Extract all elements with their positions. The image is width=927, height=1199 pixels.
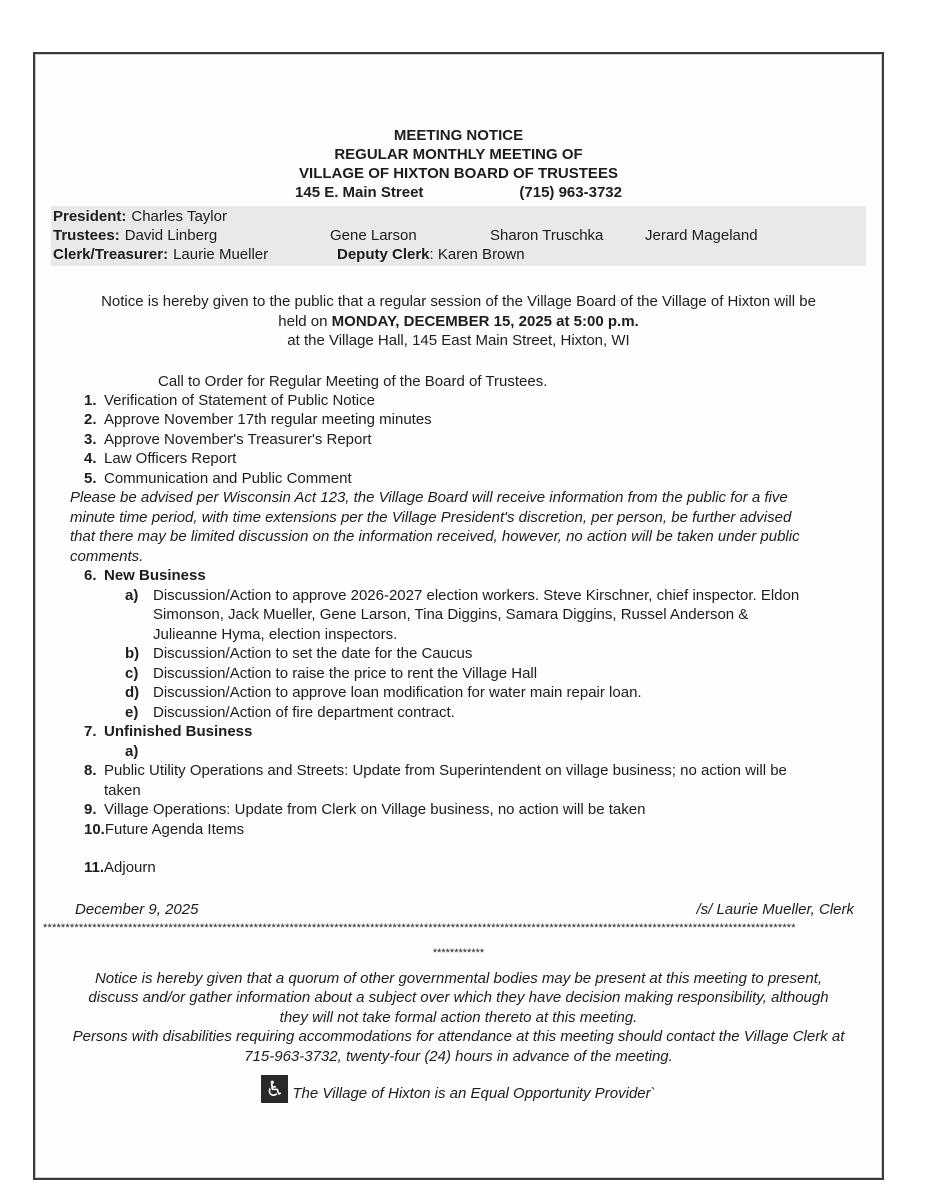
agenda-item-number: 7. [84,723,97,740]
agenda-item-text: Approve November's Treasurer's Report [104,430,372,448]
trustee-name-1: David Linberg [124,227,218,244]
agenda-item-number: 4. [84,450,97,467]
agenda-item-number: 11. [84,859,105,876]
agenda-item-number: 8. [84,762,97,779]
agenda-item-1 [84,391,866,411]
agenda-item-9 [84,800,866,820]
notice-line-1: Notice is hereby given to the public that a regular session of the Village Board of the Village of Hixton will be [101,293,816,310]
trustees-col1 [53,226,330,245]
agenda-item-number: 5. [84,469,97,487]
deputy-clerk-label: Deputy Clerk [337,246,430,263]
agenda-item-text: Public Utility Operations and Streets: Update from Superintendent on village business; no action will be taken [104,762,787,799]
street-address: 145 E. Main Street [295,184,424,201]
asterisk-divider-line: ************************************************************************************************************************************************************************ [43,921,796,934]
sub-item-letter: d) [125,684,140,701]
agenda-item-2 [84,410,866,430]
new-business-item-d [125,683,866,703]
sub-item-text: Discussion/Action to approve loan modification for water main repair loan. [153,684,642,701]
unfinished-business-item-a [125,742,866,762]
agenda-item-8 [84,761,866,800]
trustee-name-3: Sharon Truschka [490,227,604,244]
deputy-clerk-name: : Karen Brown [429,246,525,263]
trustee-name-4: Jerard Mageland [645,227,758,244]
agenda-item-number: 9. [84,801,97,818]
notice-line-2 [51,312,866,332]
agenda-item-number: 2. [84,411,97,428]
agenda-item-text: Approve November 17th regular meeting minutes [104,411,432,428]
agenda-item-11 [84,858,866,878]
public-comment-note: Please be advised per Wisconsin Act 123, the Village Board will receive information from the public for a five minute time period, with time extensions per the Village President's discretion, per person, be further advised that there may be limited discussion on the information received, however, no action will be taken under public comments. [70,489,800,565]
agenda-list [51,391,866,878]
sub-item-letter: c) [125,664,139,682]
agenda-item-10 [84,820,866,840]
agenda-item-5 [84,469,866,489]
sub-item-letter: a) [125,742,139,760]
asterisk-divider-short: ************ [432,946,485,959]
sub-item-text: Discussion/Action to set the date for the Caucus [153,645,473,662]
notice-line-3: at the Village Hall, 145 East Main Street, Hixton, WI [287,332,630,349]
clerk-signature: /s/ Laurie Mueller, Clerk [696,900,854,918]
agenda-item-text: Village Operations: Update from Clerk on Village business, no action will be taken [104,801,646,818]
new-business-item-b [125,644,866,664]
sub-item-text: Discussion/Action of fire department contract. [153,703,455,721]
agenda-item-4 [84,449,866,469]
new-business-item-e [125,703,866,723]
officers-block [51,206,866,266]
new-business-item-a [125,586,866,645]
agenda-item-number: 3. [84,430,97,448]
agenda-item-3 [84,430,866,450]
president-row [53,207,862,226]
address-phone-row [51,183,866,202]
call-to-order-line: Call to Order for Regular Meeting of the Board of Trustees. [158,372,548,390]
president-label: President: [53,208,127,225]
clerk-label: Clerk/Treasurer: [53,246,169,263]
title-line-1: MEETING NOTICE [393,127,524,144]
notice-line-2-prefix: held on [278,312,332,330]
sub-item-text: Discussion/Action to raise the price to rent the Village Hall [153,664,538,682]
title-line-2: REGULAR MONTHLY MEETING OF [334,146,583,163]
agenda-item-text: New Business [104,567,206,584]
agenda-item-text: Adjourn [104,859,156,876]
document-page [33,52,884,1180]
agenda-item-text: Communication and Public Comment [104,469,352,487]
sub-item-letter: b) [125,645,140,662]
agenda-item-text: Verification of Statement of Public Notice [104,391,375,409]
meeting-datetime: MONDAY, DECEMBER 15, 2025 at 5:00 p.m. [331,312,639,330]
wheelchair-icon: ♿ [261,1075,288,1103]
equal-opportunity-row [51,1075,866,1103]
agenda-item-7 [84,722,866,742]
new-business-item-c [125,664,866,684]
sub-item-letter: a) [125,586,139,604]
clerk-col1 [53,245,337,264]
agenda-item-text: Unfinished Business [104,723,253,740]
clerk-row [53,245,862,264]
disabilities-notice-paragraph: Persons with disabilities requiring accommodations for attendance at this meeting should contact the Village Clerk at 715-963-3732, twenty-four (24) hours in advance of the meeting. [72,1028,845,1065]
agenda-item-number: 6. [84,567,97,584]
sub-item-text: Discussion/Action to approve 2026-2027 election workers. Steve Kirschner, chief inspector. Eldon Simonson, Jack Mueller, Gene Larson, Tina Diggins, Samara Diggins, Russel Anderson & Julieanne Hyma, election inspectors. [153,586,800,643]
trustees-label: Trustees: [53,227,120,244]
document-title-block [51,126,866,183]
clerk-name: Laurie Mueller [173,246,269,263]
title-line-3: VILLAGE OF HIXTON BOARD OF TRUSTEES [299,165,618,182]
agenda-item-text: Law Officers Report [104,450,237,467]
date-signature-row [51,900,866,919]
notice-date: December 9, 2025 [75,900,199,918]
president-name: Charles Taylor [131,208,227,225]
trustees-row [53,226,862,245]
sub-item-letter: e) [125,703,139,721]
agenda-item-number: 1. [84,391,97,409]
phone-number: (715) 963-3732 [519,184,622,201]
agenda-item-number: 10. [84,820,105,838]
meeting-notice-paragraph [51,292,866,351]
agenda-item-6 [84,566,866,586]
agenda-item-text: Future Agenda Items [104,820,245,838]
trustee-name-2: Gene Larson [330,227,417,244]
quorum-notice-paragraph: Notice is hereby given that a quorum of other governmental bodies may be present at this meeting to present, discuss and/or gather information about a subject over which they have decision making responsibility, although they will not take formal action thereto at this meeting. [88,969,829,1026]
equal-opportunity-text: The Village of Hixton is an Equal Opportunity Provider` [292,1085,656,1102]
